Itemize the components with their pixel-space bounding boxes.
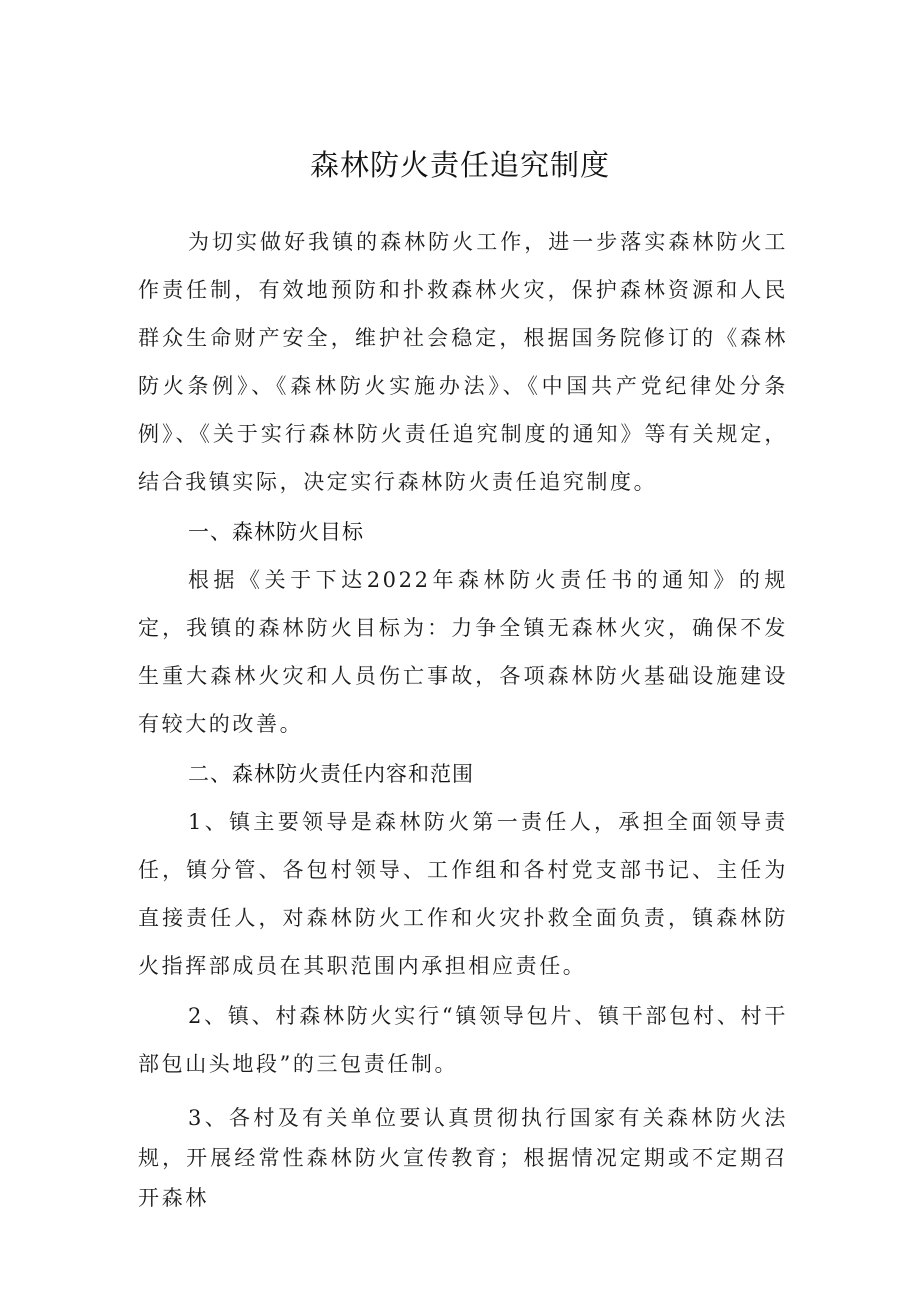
section-2-heading: 二、森林防火责任内容和范围 [188, 762, 474, 786]
section-1-heading: 一、森林防火目标 [188, 520, 364, 544]
section-2-item-2: 2、镇、村森林防火实行“镇领导包片、镇干部包村、村干部包山头地段”的三包责任制。 [138, 1004, 788, 1076]
section-2-item-1: 1、镇主要领导是森林防火第一责任人，承担全面领导责任，镇分管、各包村领导、工作组和各村党支部书记、主任为直接责任人，对森林防火工作和火灾扑救全面负责，镇森林防火指挥部成员在其职范围内承担相应责任。 [138, 810, 788, 978]
document-title: 森林防火责任追究制度 [309, 148, 610, 182]
section-1-paragraph: 根据《关于下达2022年森林防火责任书的通知》的规定，我镇的森林防火目标为：力争全镇无森林火灾，确保不发生重大森林火灾和人员伤亡事故，各项森林防火基础设施建设有较大的改善。 [138, 568, 788, 736]
section-2-item-3: 3、各村及有关单位要认真贯彻执行国家有关森林防火法规，开展经常性森林防火宣传教育；根据情况定期或不定期召开森林 [138, 1106, 788, 1210]
intro-paragraph: 为切实做好我镇的森林防火工作，进一步落实森林防火工作责任制，有效地预防和扑救森林火灾，保护森林资源和人民群众生命财产安全，维护社会稳定，根据国务院修订的《森林防火条例》、《森林防火实施办法》、《中国共产党纪律处分条例》、《关于实行森林防火责任追究制度的通知》等有关规定，结合我镇实际，决定实行森林防火责任追究制度。 [138, 230, 788, 494]
